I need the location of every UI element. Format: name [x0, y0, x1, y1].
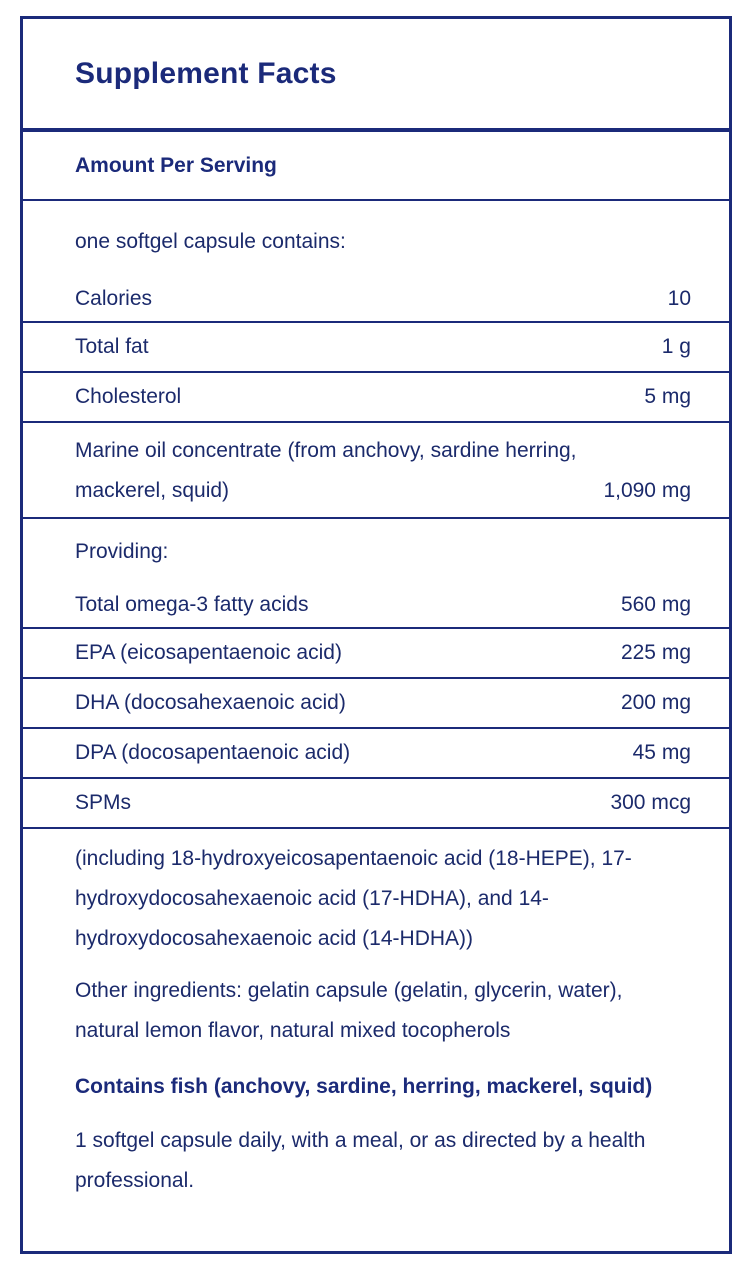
nutrient-name: Cholesterol [75, 385, 182, 408]
spm-note: (including 18-hydroxyeicosapentaenoic acid (18-HEPE), 17-hydroxydocosahexaenoic acid (17-HDHA), and 14-hydroxydocosahexaenoic acid (14-HDHA)) [75, 847, 632, 950]
serving-size: one softgel capsule contains: [75, 230, 346, 253]
nutrient-row-omega-3 [23, 583, 729, 629]
nutrient-row-epa [23, 629, 729, 679]
supplement-facts-panel [20, 16, 732, 1254]
nutrient-row-total-fat [23, 323, 729, 373]
nutrient-amount: 300 mcg [610, 791, 691, 814]
nutrient-amount: 1,090 mg [603, 479, 691, 502]
nutrient-amount: 560 mg [620, 593, 691, 616]
providing-label: Providing: [75, 540, 169, 563]
nutrient-amount: 45 mg [632, 741, 691, 764]
nutrient-row-dpa [23, 729, 729, 779]
nutrient-row-dha [23, 679, 729, 729]
facts-content [23, 201, 729, 1201]
nutrient-amount: 5 mg [644, 385, 691, 408]
nutrient-name: Total omega-3 fatty acids [75, 593, 309, 616]
nutrient-row-spms [23, 779, 729, 829]
nutrient-amount: 225 mg [620, 641, 691, 664]
nutrient-row-cholesterol [23, 373, 729, 423]
nutrient-name: EPA (eicosapentaenoic acid) [75, 641, 342, 664]
nutrient-row-calories [23, 277, 729, 323]
allergen-statement: Contains fish (anchovy, sardine, herring, mackerel, squid) [75, 1075, 653, 1098]
serving-header: Amount Per Serving [23, 132, 729, 201]
directions: 1 softgel capsule daily, with a meal, or as directed by a health professional. [75, 1129, 646, 1192]
nutrient-name: DPA (docosapentaenoic acid) [75, 741, 351, 764]
page-title: Supplement Facts [75, 56, 337, 90]
nutrient-row-marine-oil [23, 423, 729, 519]
nutrient-amount: 200 mg [620, 691, 691, 714]
other-ingredients: Other ingredients: gelatin capsule (gelatin, glycerin, water), natural lemon flavor, natural mixed tocopherols [75, 979, 623, 1042]
nutrient-name: Marine oil concentrate (from anchovy, sardine herring, mackerel, squid) [75, 439, 577, 502]
title-block [23, 19, 729, 132]
nutrient-name: Calories [75, 287, 153, 310]
nutrient-name: Total fat [75, 335, 149, 358]
nutrient-amount: 1 g [661, 335, 691, 358]
nutrient-name: DHA (docosahexaenoic acid) [75, 691, 346, 714]
nutrient-amount: 10 [667, 287, 691, 310]
nutrient-name: SPMs [75, 791, 132, 814]
